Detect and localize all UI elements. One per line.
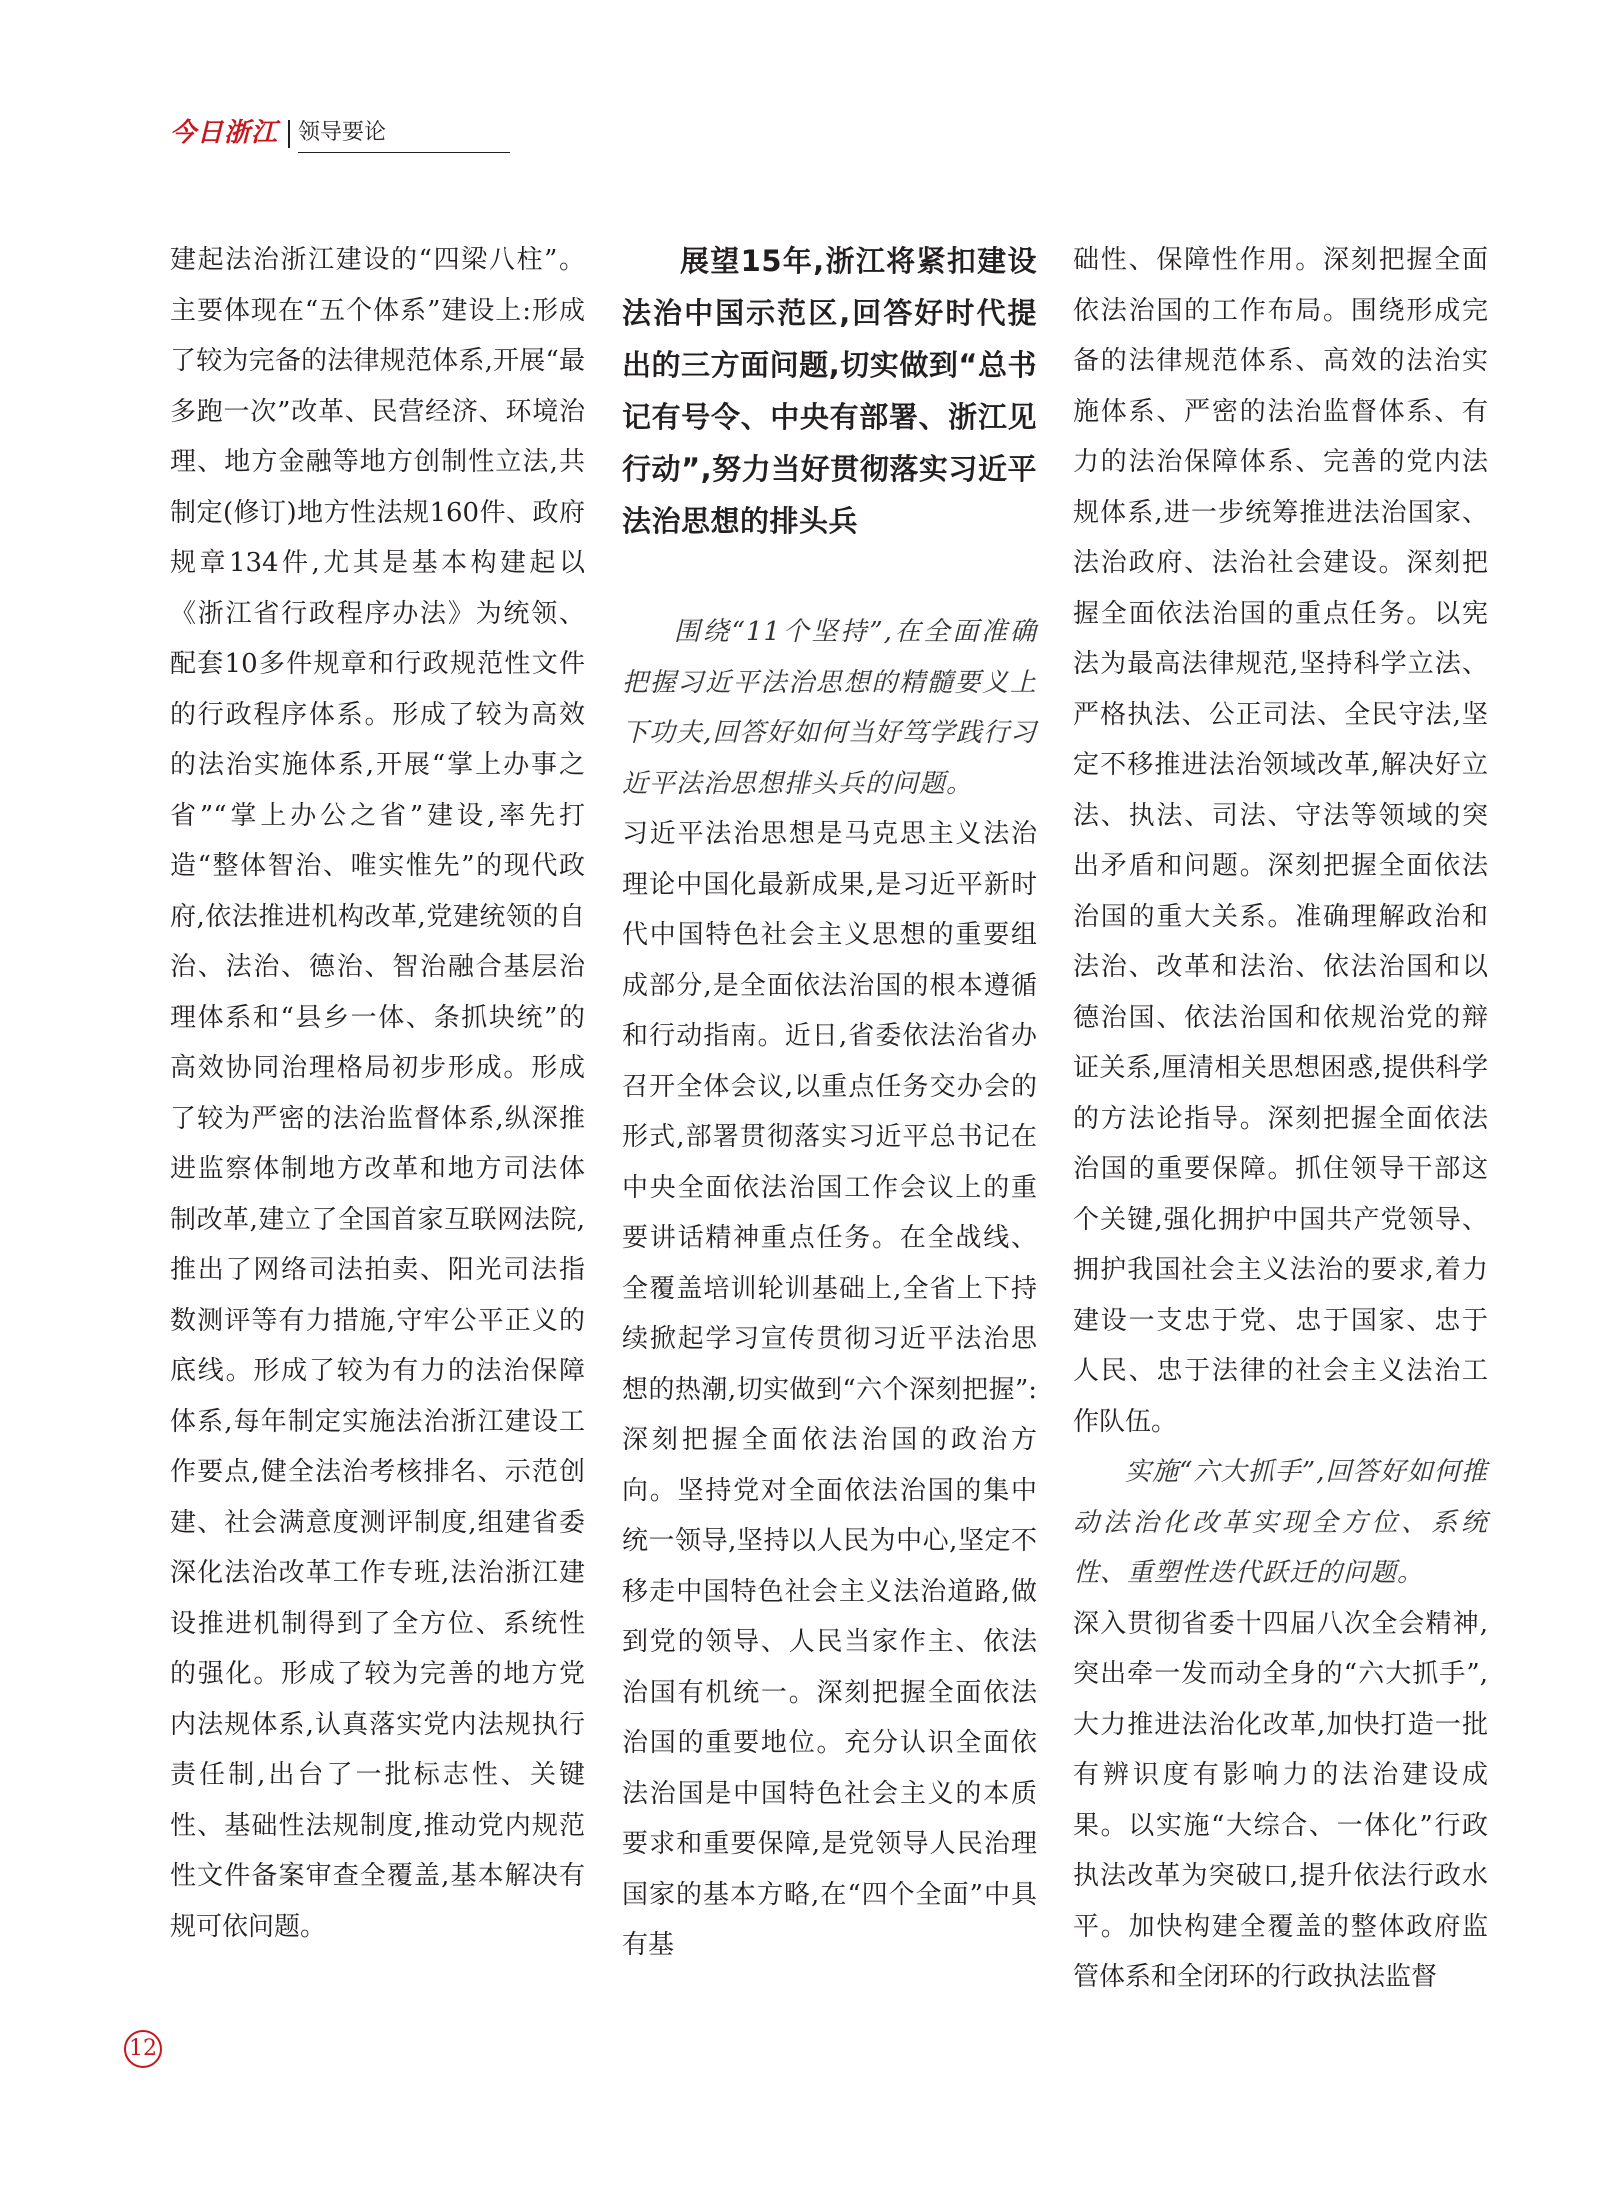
section-title: 领导要论 bbox=[298, 120, 387, 145]
pull-quote-spacer bbox=[622, 547, 1037, 607]
page-header bbox=[170, 118, 510, 154]
header-divider bbox=[288, 120, 290, 148]
column-middle bbox=[622, 235, 1037, 1971]
left-paragraph: 建起法治浙江建设的“四梁八柱”。主要体现在“五个体系”建设上:形成了较为完备的法律规范体系,开展“最多跑一次”改革、民营经济、环境治理、地方金融等地方创制性立法,共制定(修订)地方性法规160件、政府规章134件,尤其是基本构建起以《浙江省行政程序办法》为统领、配套10多件规章和行政规范性文件的行政程序体系。形成了较为高效的法治实施体系,开展“掌上办事之省”“掌上办公之省”建设,率先打造“整体智治、唯实惟先”的现代政府,依法推进机构改革,党建统领的自治、法治、德治、智治融合基层治理体系和“县乡一体、条抓块统”的高效协同治理格局初步形成。形成了较为严密的法治监督体系,纵深推进监察体制地方改革和地方司法体制改革,建立了全国首家互联网法院,推出了网络司法拍卖、阳光司法指数测评等有力措施,守牢公平正义的底线。形成了较为有力的法治保障体系,每年制定实施法治浙江建设工作要点,健全法治考核排名、示范创建、社会满意度测评制度,组建省委深化法治改革工作专班,法治浙江建设推进机制得到了全方位、系统性的强化。形成了较为完善的地方党内法规体系,认真落实党内法规执行责任制,出台了一批标志性、关键性、基础性法规制度,推动党内规范性文件备案审查全覆盖,基本解决有规可依问题。 bbox=[170, 245, 585, 1942]
magazine-logo: 今日浙江 bbox=[170, 118, 279, 148]
header-rule bbox=[298, 152, 510, 153]
column-right bbox=[1073, 235, 1488, 2003]
right-paragraph-2: 深入贯彻省委十四届八次全会精神,突出牵一发而动全身的“六大抓手”,大力推进法治化改革,加快打造一批有辨识度有影响力的法治建设成果。以实施“大综合、一体化”行政执法改革为突破口,提升依法行政水平。加快构建全覆盖的整体政府监管体系和全闭环的行政执法监督 bbox=[1073, 1608, 1488, 1992]
right-paragraph: 础性、保障性作用。深刻把握全面依法治国的工作布局。围绕形成完备的法律规范体系、高效的法治实施体系、严密的法治监督体系、有力的法治保障体系、完善的党内法规体系,进一步统筹推进法治国家、法治政府、法治社会建设。深刻把握全面依法治国的重点任务。以宪法为最高法律规范,坚持科学立法、严格执法、公正司法、全民守法,坚定不移推进法治领域改革,解决好立法、执法、司法、守法等领域的突出矛盾和问题。深刻把握全面依法治国的重大关系。准确理解政治和法治、改革和法治、依法治国和以德治国、依法治国和依规治党的辩证关系,厘清相关思想困惑,提供科学的方法论指导。深刻把握全面依法治国的重要保障。抓住领导干部这个关键,强化拥护中国共产党领导、拥护我国社会主义法治的要求,着力建设一支忠于党、忠于国家、忠于人民、忠于法律的社会主义法治工作队伍。 bbox=[1073, 245, 1488, 1437]
right-lead: 实施“六大抓手”,回答好如何推动法治化改革实现全方位、系统性、重塑性迭代跃迁的问题。 bbox=[1073, 1457, 1488, 1588]
middle-lead: 围绕“11个坚持”,在全面准确把握习近平法治思想的精髓要义上下功夫,回答好如何当好笃学践行习近平法治思想排头兵的问题。 bbox=[622, 617, 1037, 799]
column-left bbox=[170, 235, 585, 1952]
page-number: 12 bbox=[124, 2030, 162, 2068]
middle-paragraph: 习近平法治思想是马克思主义法治理论中国化最新成果,是习近平新时代中国特色社会主义思想的重要组成部分,是全面依法治国的根本遵循和行动指南。近日,省委依法治省办召开全体会议,以重点任务交办会的形式,部署贯彻落实习近平总书记在中央全面依法治国工作会议上的重要讲话精神重点任务。在全战线、全覆盖培训轮训基础上,全省上下持续掀起学习宣传贯彻习近平法治思想的热潮,切实做到“六个深刻把握”:深刻把握全面依法治国的政治方向。坚持党对全面依法治国的集中统一领导,坚持以人民为中心,坚定不移走中国特色社会主义法治道路,做到党的领导、人民当家作主、依法治国有机统一。深刻把握全面依法治国的重要地位。充分认识全面依法治国是中国特色社会主义的本质要求和重要保障,是党领导人民治理国家的基本方略,在“四个全面”中具有基 bbox=[622, 819, 1037, 1960]
pull-quote: 展望15年,浙江将紧扣建设法治中国示范区,回答好时代提出的三方面问题,切实做到“总书记有号令、中央有部署、浙江见行动”,努力当好贯彻落实习近平法治思想的排头兵 bbox=[622, 244, 1037, 538]
